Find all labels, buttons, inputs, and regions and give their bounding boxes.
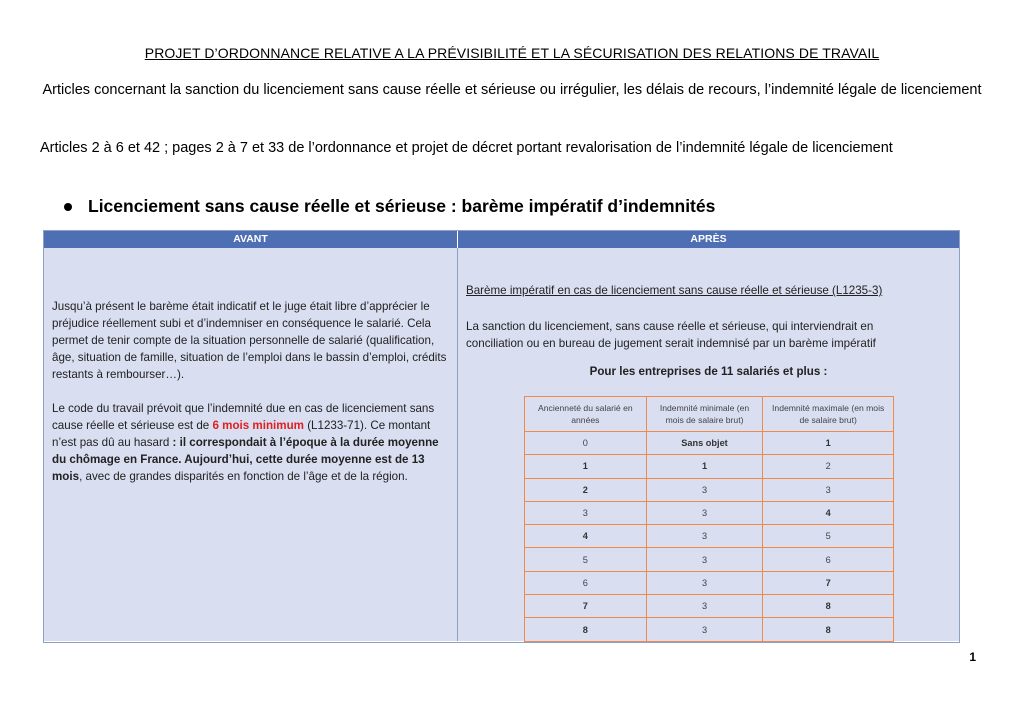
avant-p2-text-c: , avec de grandes disparités en fonction de l’âge et de la région. — [79, 470, 408, 483]
bareme-cell: 3 — [646, 618, 763, 641]
bareme-cell: 3 — [646, 548, 763, 571]
bareme-cell: 2 — [763, 455, 894, 478]
bareme-cell: 3 — [646, 501, 763, 524]
page-number: 1 — [969, 650, 976, 664]
bareme-cell: 1 — [763, 432, 894, 455]
bareme-cell: 8 — [763, 618, 894, 641]
avant-paragraph-2 — [52, 400, 450, 485]
table-row — [525, 595, 894, 618]
apres-subheading: Pour les entreprises de 11 salariés et plus : — [589, 365, 828, 378]
comparison-body-row — [44, 248, 959, 641]
table-row — [525, 571, 894, 594]
apres-column — [458, 248, 959, 641]
avant-text — [52, 298, 450, 502]
header-apres: APRÈS — [690, 233, 727, 245]
apres-paragraph: La sanction du licenciement, sans cause réelle et sérieuse, qui interviendrait en conciliation ou en bureau de jugement serait indemnisé par un barème impératif — [466, 320, 876, 350]
bareme-table — [524, 396, 894, 642]
highlight-6-mois: 6 mois minimum — [212, 419, 304, 432]
table-row — [525, 432, 894, 455]
section-heading-text: Licenciement sans cause réelle et sérieuse : barème impératif d’indemnités — [88, 196, 716, 216]
bareme-cell: 6 — [763, 548, 894, 571]
avant-column — [44, 248, 458, 641]
articles-reference: Articles 2 à 6 et 42 ; pages 2 à 7 et 33 de l’ordonnance et projet de décret portant revalorisation de l’indemnité légale de licenciement — [40, 140, 893, 156]
document-title: PROJET D’ORDONNANCE RELATIVE A LA PRÉVISIBILITÉ ET LA SÉCURISATION DES RELATIONS DE TRAVAIL — [144, 45, 880, 61]
table-row — [525, 501, 894, 524]
table-row — [525, 455, 894, 478]
bareme-cell: 8 — [525, 618, 647, 641]
bareme-cell: 3 — [646, 571, 763, 594]
bareme-cell: 7 — [525, 595, 647, 618]
bareme-cell: 4 — [763, 501, 894, 524]
bareme-cell: 3 — [646, 595, 763, 618]
bareme-cell: 1 — [525, 455, 647, 478]
bareme-cell: 4 — [525, 525, 647, 548]
bareme-cell: 2 — [525, 478, 647, 501]
avant-p2-text-a: Le code du travail prévoit que l’indemnité due en cas de licenciement sans cause réelle et sérieuse est de — [52, 402, 435, 432]
table-row — [525, 548, 894, 571]
header-avant: AVANT — [44, 231, 458, 248]
avant-p2-text-b: (L1233-71). Ce montant n’est pas dû au hasard — [52, 419, 431, 449]
table-row — [525, 618, 894, 641]
bareme-cell: 8 — [763, 595, 894, 618]
bareme-cell: Sans objet — [646, 432, 763, 455]
bareme-cell: 3 — [646, 478, 763, 501]
section-heading — [64, 196, 715, 217]
bareme-cell: 3 — [525, 501, 647, 524]
bareme-cell: 5 — [525, 548, 647, 571]
table-row — [525, 478, 894, 501]
bareme-cell: 5 — [763, 525, 894, 548]
bareme-header-anciennete: Ancienneté du salarié en années — [525, 397, 647, 432]
bareme-cell: 1 — [646, 455, 763, 478]
avant-paragraph-1: Jusqu’à présent le barème était indicatif et le juge était libre d’apprécier le préjudice réellement subi et d’indemniser en conséquence le salarié. Cela permet de tenir compte de la situation personnelle de salarié (qualification, âge, situation de famille, situation de l’emploi dans le bassin d’emploi, crédits restants à rembourser…). — [52, 300, 447, 381]
bareme-cell: 0 — [525, 432, 647, 455]
bareme-header-min: Indemnité minimale (en mois de salaire brut) — [646, 397, 763, 432]
bareme-header-row — [525, 397, 894, 432]
bullet-icon — [64, 203, 72, 211]
apres-heading: Barème impératif en cas de licenciement sans cause réelle et sérieuse (L1235-3) — [466, 284, 883, 297]
table-row — [525, 525, 894, 548]
bareme-cell: 3 — [763, 478, 894, 501]
avant-p2-bold: : il correspondait à l’époque à la durée moyenne du chômage en France. Aujourd’hui, cette durée moyenne est de 13 mois — [52, 436, 439, 483]
comparison-table — [43, 230, 960, 643]
comparison-header-row — [44, 231, 959, 248]
bareme-cell: 6 — [525, 571, 647, 594]
document-subtitle: Articles concernant la sanction du licenciement sans cause réelle et sérieuse ou irrégulier, les délais de recours, l’indemnité légale de licenciement — [42, 82, 982, 98]
bareme-cell: 7 — [763, 571, 894, 594]
bareme-cell: 3 — [646, 525, 763, 548]
bareme-header-max: Indemnité maximale (en mois de salaire brut) — [763, 397, 894, 432]
